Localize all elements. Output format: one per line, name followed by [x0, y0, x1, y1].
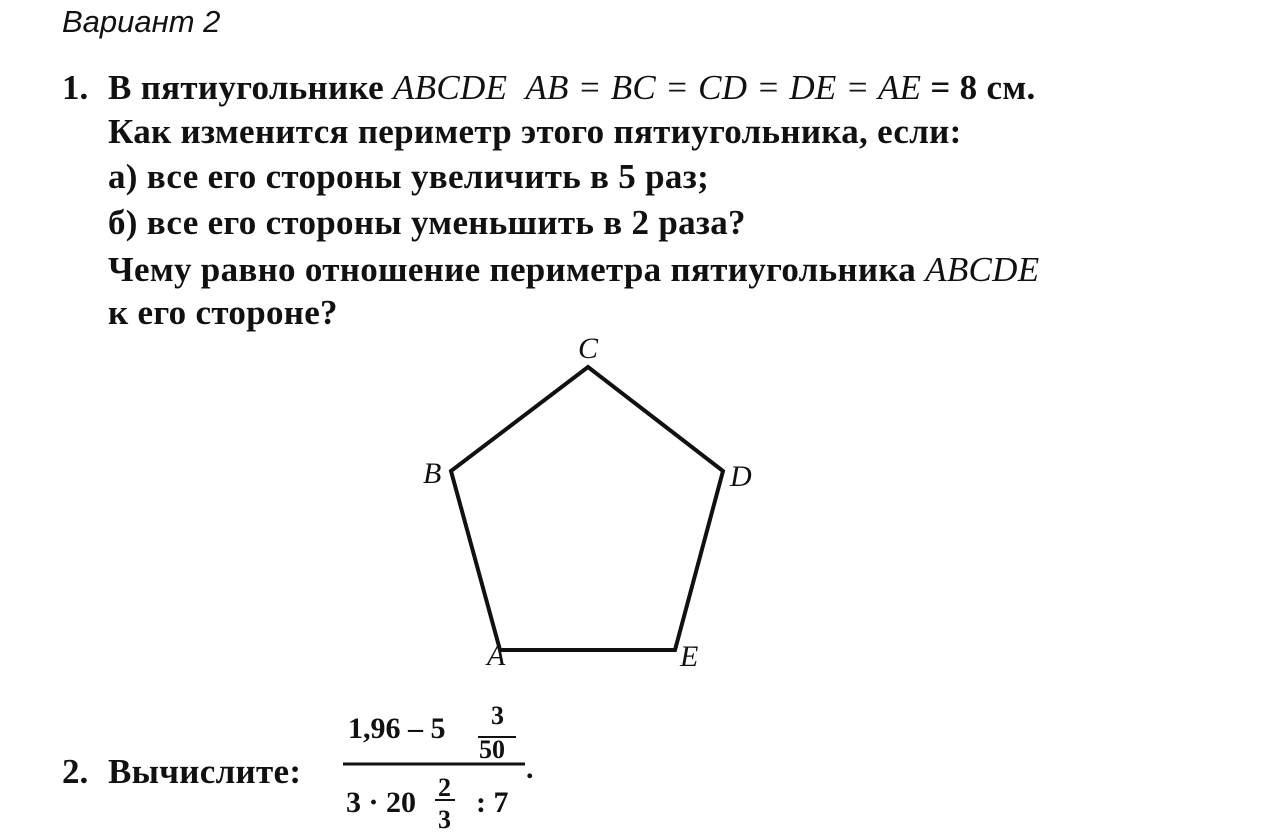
task1-line5-name: ABCDE [925, 250, 1040, 289]
task2-end-punct: . [526, 752, 534, 785]
task1-line1-suffix: = 8 см. [930, 68, 1036, 107]
numerator-main: 1,96 – 5 [348, 712, 446, 745]
variant-title: Вариант 2 [62, 4, 221, 39]
vertex-label-e: E [680, 640, 699, 673]
pentagon-shape [451, 367, 723, 650]
task2-label: Вычислите: [108, 752, 302, 791]
task2-number: 2. [62, 752, 89, 791]
task1-pentagon-name: ABCDE [392, 68, 508, 107]
task1-line3: а) все его стороны увеличить в 5 раз; [108, 157, 710, 196]
vertex-label-b: B [423, 457, 442, 490]
task1-equation: AB = BC = CD = DE = AE [525, 68, 922, 107]
task1-line2: Как изменится периметр этого пятиугольника, если: [108, 112, 962, 151]
task1-line6: к его стороне? [108, 293, 338, 332]
denominator-tail: : 7 [476, 786, 509, 819]
denominator-main: 3 · 20 [346, 786, 417, 819]
task1-line5-prefix: Чему равно отношение периметра пятиугольника [108, 250, 917, 289]
numerator-frac-den: 50 [479, 735, 505, 764]
numerator-frac-num: 3 [491, 701, 504, 730]
task1-line4: б) все его стороны уменьшить в 2 раза? [108, 203, 746, 242]
vertex-label-c: C [578, 332, 599, 365]
vertex-label-d: D [730, 460, 752, 493]
task1-line1-prefix: В пятиугольнике [108, 68, 384, 107]
task1-number: 1. [62, 68, 89, 107]
denominator-frac-num: 2 [438, 773, 451, 802]
denominator-frac-den: 3 [438, 805, 451, 834]
vertex-label-a: A [487, 639, 506, 672]
